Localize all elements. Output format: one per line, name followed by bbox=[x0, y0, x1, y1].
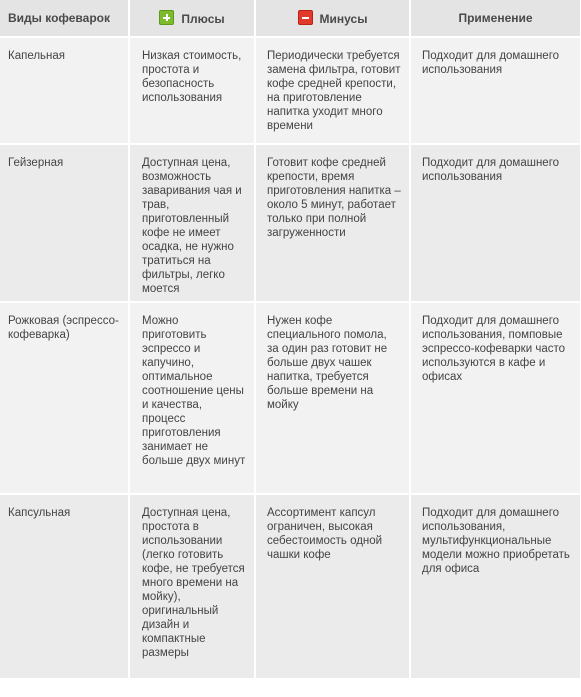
cell-usage: Подходит для домашнего использования bbox=[410, 37, 581, 144]
plus-square-icon bbox=[159, 10, 174, 25]
table-row bbox=[0, 37, 581, 144]
cell-type: Капсульная bbox=[0, 494, 129, 678]
header-usage-label: Применение bbox=[458, 11, 533, 25]
cell-pros: Можно приготовить эспрессо и капучино, оптимальное соотношение цены и качества, процесс приготовления занимает не больше двух минут bbox=[129, 302, 255, 494]
header-pros-label: Плюсы bbox=[181, 12, 225, 26]
header-cons bbox=[255, 0, 410, 37]
cell-type: Капельная bbox=[0, 37, 129, 144]
cell-usage: Подходит для домашнего использования bbox=[410, 144, 581, 302]
table-row bbox=[0, 494, 581, 678]
cell-pros: Низкая стоимость, простота и безопасность использования bbox=[129, 37, 255, 144]
cell-cons: Ассортимент капсул ограничен, высокая себестоимость одной чашки кофе bbox=[255, 494, 410, 678]
cell-usage: Подходит для домашнего использования, помповые эспрессо-кофеварки часто используются в кафе и офисах bbox=[410, 302, 581, 494]
cell-cons: Нужен кофе специального помола, за один раз готовит не больше двух чашек напитка, требуется больше времени на мойку bbox=[255, 302, 410, 494]
table-row bbox=[0, 144, 581, 302]
header-types-label: Виды кофеварок bbox=[8, 11, 110, 25]
header-pros bbox=[129, 0, 255, 37]
table-row bbox=[0, 302, 581, 494]
cell-pros: Доступная цена, возможность заваривания чая и трав, приготовленный кофе не имеет осадка, не нужно тратиться на фильтры, легко моется bbox=[129, 144, 255, 302]
header-types bbox=[0, 0, 129, 37]
cell-type: Гейзерная bbox=[0, 144, 129, 302]
cell-cons: Готовит кофе средней крепости, время приготовления напитка – около 5 минут, работает только при полной загруженности bbox=[255, 144, 410, 302]
minus-square-icon bbox=[298, 10, 313, 25]
cell-cons: Периодически требуется замена фильтра, готовит кофе средней крепости, на приготовление напитка уходит много времени bbox=[255, 37, 410, 144]
header-cons-label: Минусы bbox=[319, 12, 368, 26]
table-header-row bbox=[0, 0, 581, 37]
cell-type: Рожковая (эспрессо-кофеварка) bbox=[0, 302, 129, 494]
header-usage bbox=[410, 0, 581, 37]
cell-usage: Подходит для домашнего использования, мультифункциональные модели можно приобретать для офиса bbox=[410, 494, 581, 678]
cell-pros: Доступная цена, простота в использовании (легко готовить кофе, не требуется много времени на мойку), оригинальный дизайн и компактные размеры bbox=[129, 494, 255, 678]
